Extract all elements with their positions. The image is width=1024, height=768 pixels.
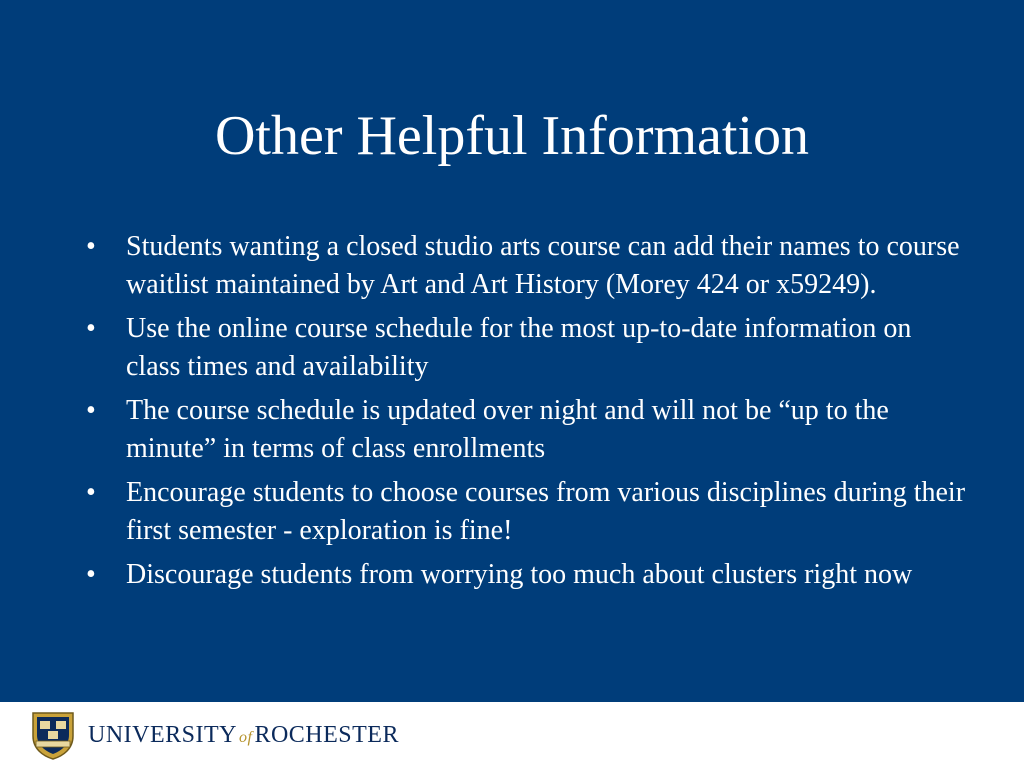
bullet-dot: • xyxy=(86,477,96,508)
bullet-item xyxy=(86,392,966,468)
bullet-dot: • xyxy=(86,395,96,426)
bullet-item xyxy=(86,228,966,304)
bullet-dot: • xyxy=(86,231,96,262)
university-seal-icon xyxy=(30,710,76,760)
bullet-text: Use the online course schedule for the most up-to-date information on class times and availability xyxy=(126,313,912,382)
bullet-dot: • xyxy=(86,313,96,344)
wordmark-rochester: ROCHESTER xyxy=(254,721,399,748)
wordmark-university: UNIVERSITY xyxy=(88,721,237,748)
bullet-text: Encourage students to choose courses from various disciplines during their first semester - exploration is fine! xyxy=(126,477,966,546)
bullet-text: The course schedule is updated over night and will not be “up to the minute” in terms of class enrollments xyxy=(126,395,889,464)
bullet-text: Students wanting a closed studio arts course can add their names to course waitlist maintained by Art and Art History (Morey 424 or x59249). xyxy=(126,231,960,300)
footer xyxy=(0,702,1024,768)
bullet-dot: • xyxy=(86,559,96,590)
bullet-list xyxy=(86,228,966,600)
university-logo xyxy=(30,710,399,760)
wordmark-of: of xyxy=(239,728,253,746)
slide-title: Other Helpful Information xyxy=(214,105,810,167)
bullet-item xyxy=(86,310,966,386)
bullet-item xyxy=(86,474,966,550)
university-wordmark xyxy=(88,722,399,749)
bullet-text: Discourage students from worrying too much about clusters right now xyxy=(126,559,913,590)
bullet-item xyxy=(86,556,966,594)
